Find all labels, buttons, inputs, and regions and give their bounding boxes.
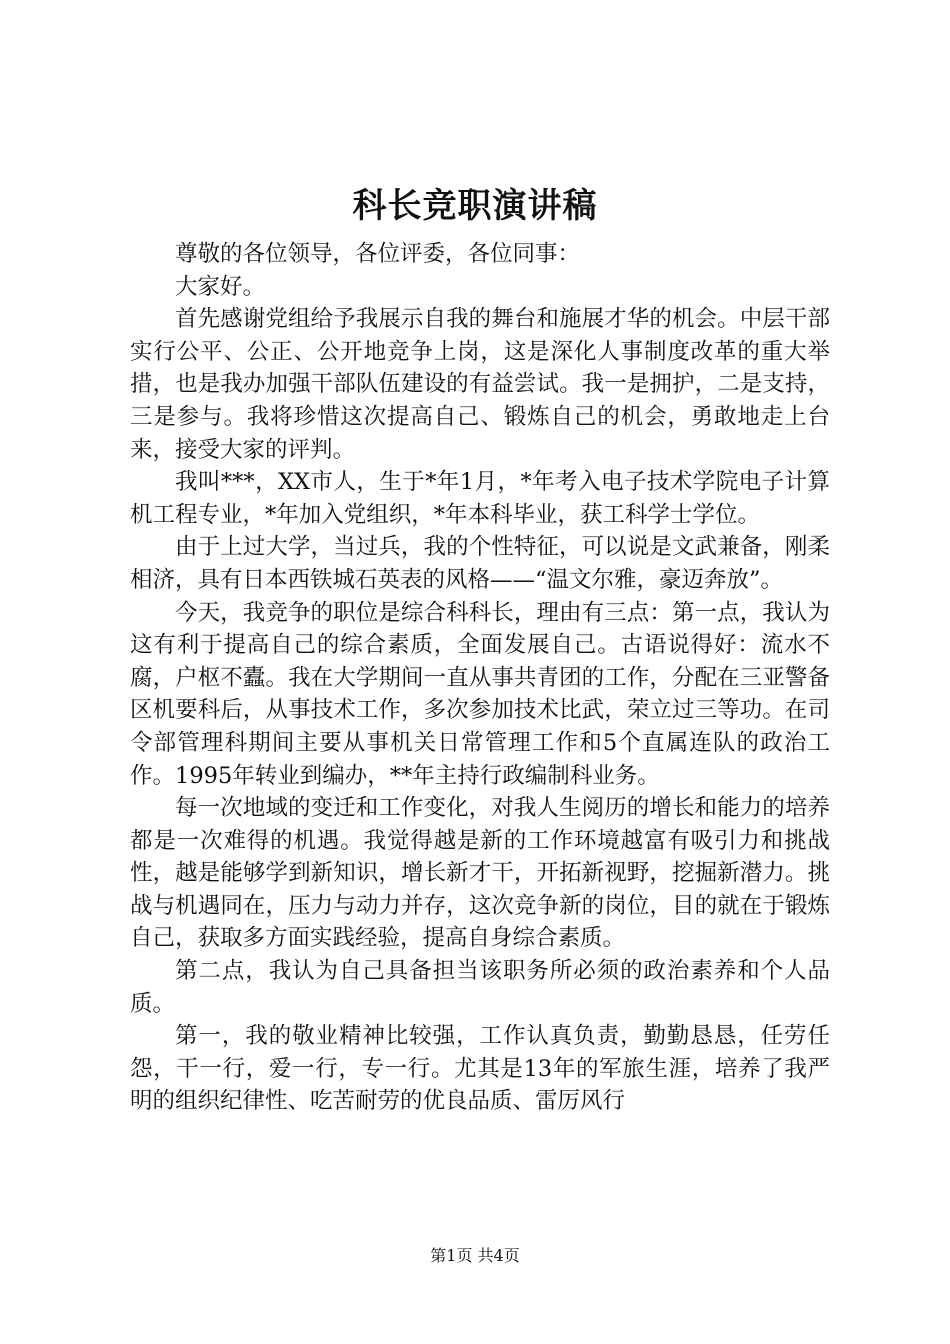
paragraph-second-reason: 第二点，我认为自己具备担当该职务所必须的政治素养和个人品质。: [130, 958, 830, 1017]
paragraph-gratitude: 首先感谢党组给予我展示自我的舞台和施展才华的机会。中层干部实行公平、公正、公开地竞争上岗，这是深化人事制度改革的重大举措，也是我办加强干部队伍建设的有益尝试。我一是拥护，二是支持，三是参与。我将珍惜这次提高自己、锻炼自己的机会，勇敢地走上台来，接受大家的评判。: [130, 306, 830, 463]
paragraph-personality: 由于上过大学，当过兵，我的个性特征，可以说是文武兼备，刚柔相济，具有日本西铁城石英表的风格——“温文尔雅，豪迈奔放”。: [130, 534, 830, 593]
paragraph-dedication: 第一，我的敬业精神比较强，工作认真负责，勤勤恳恳，任劳任怨，干一行，爱一行，专一行。尤其是13年的军旅生涯，培养了我严明的组织纪律性、吃苦耐劳的优良品质、雷厉风行: [130, 1023, 830, 1115]
page-footer: 第1页 共4页: [430, 1246, 520, 1265]
paragraph-opportunity: 每一次地域的变迁和工作变化，对我人生阅历的增长和能力的培养都是一次难得的机遇。我觉得越是新的工作环境越富有吸引力和挑战性，越是能够学到新知识，增长新才干，开拓新视野，挖掘新潜力。挑战与机遇同在，压力与动力并存，这次竞争新的岗位，目的就在于锻炼自己，获取多方面实践经验，提高自身综合素质。: [130, 795, 830, 952]
paragraph-salutation: 尊敬的各位领导，各位评委，各位同事：: [175, 241, 581, 267]
document-body: [130, 238, 830, 1118]
document-title: 科长竞职演讲稿: [352, 186, 598, 226]
paragraph-greeting: 大家好。: [175, 273, 266, 300]
paragraph-first-reason: 今天，我竞争的职位是综合科科长，理由有三点：第一点，我认为这有利于提高自己的综合素质，全面发展自己。古语说得好：流水不腐，户枢不蠹。我在大学期间一直从事共青团的工作，分配在三亚警备区机要科后，从事技术工作，多次参加技术比武，荣立过三等功。在司令部管理科期间主要从事机关日常管理工作和5个直属连队的政治工作。1995年转业到编办，**年主持行政编制科业务。: [130, 599, 830, 789]
paragraph-introduction: 我叫***，XX市人，生于*年1月，*年考入电子技术学院电子计算机工程专业，*年加入党组织，*年本科毕业，获工科学士学位。: [130, 469, 830, 528]
